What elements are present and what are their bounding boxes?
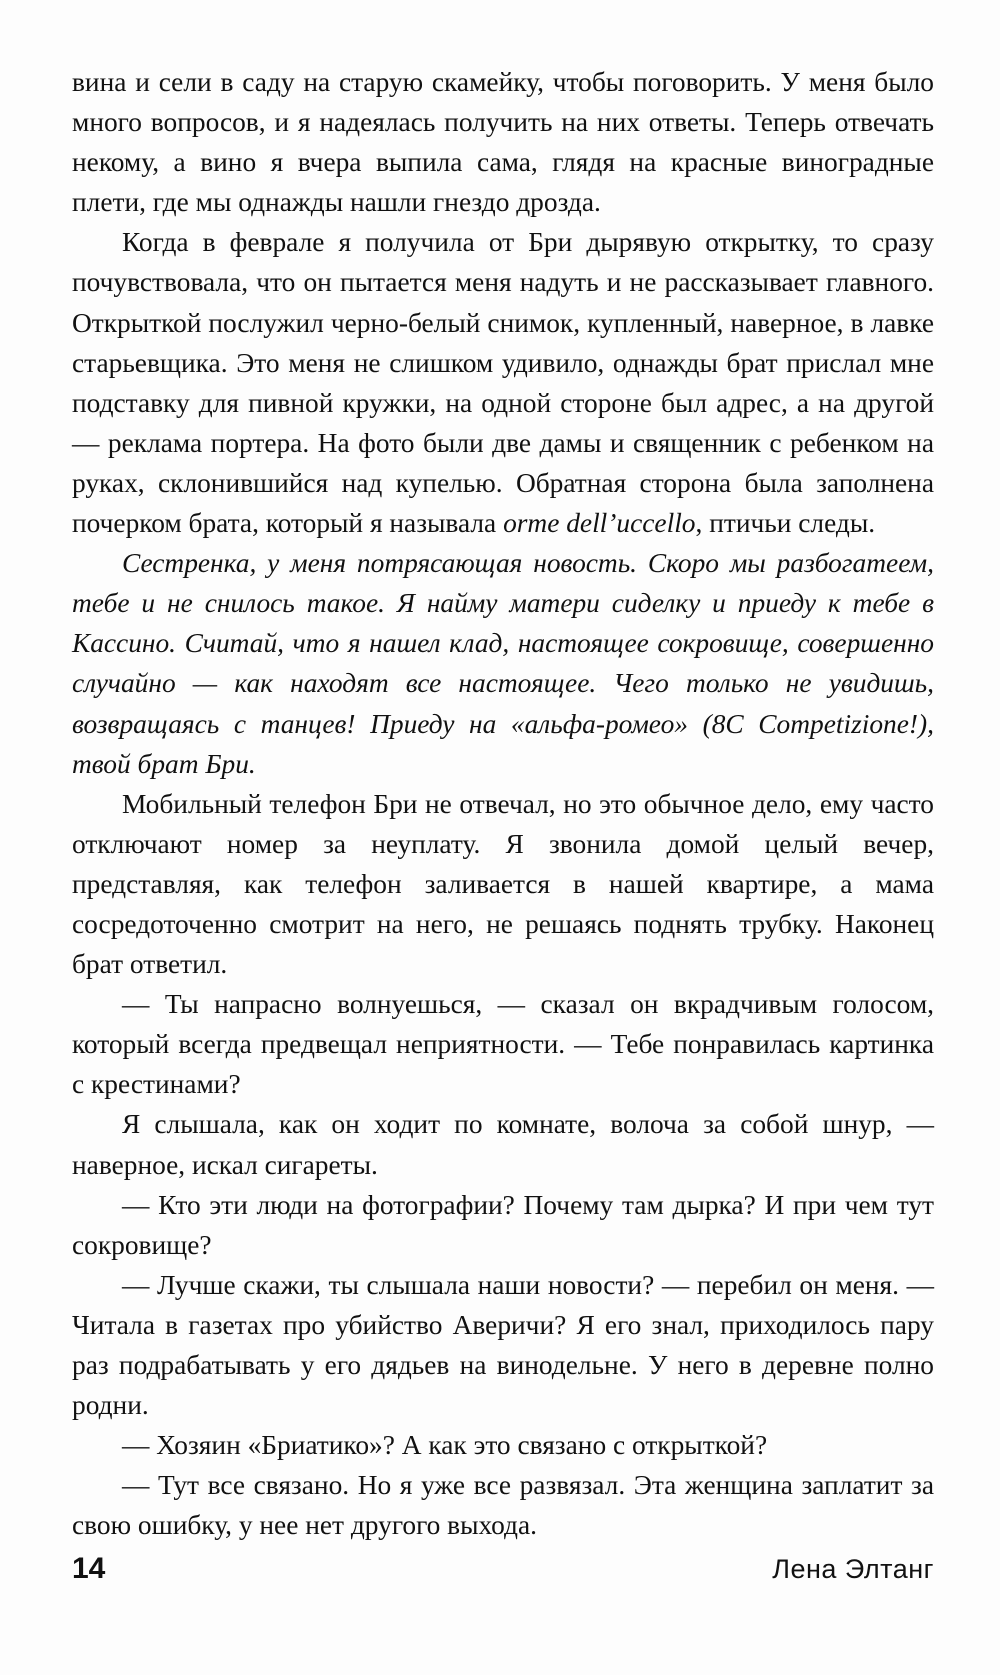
paragraph-2-text: Когда в феврале я получила от Бри дырявую открытку, то сразу почувствовала, что он пытается меня надуть и не рассказывает главного. Открыткой послужил черно-белый снимок, купленный, наверное, в лавке старьевщика. Это меня не слишком удивило, однажды брат прислал мне подставку для пивной кружки, на одной стороне был адрес, а на другой — реклама портера. На фото были две дамы и священник с ребенком на руках, склонившийся над купелью. Обратная сторона была заполнена почерком брата, который я называла bbox=[72, 227, 934, 539]
dialogue-3: — Лучше скажи, ты слышала наши новости? — перебил он меня. — Читала в газетах про убийство Аверичи? Я его знал, приходилось пару раз подрабатывать у его дядьев на винодельне. У него в деревне полно родни. bbox=[72, 1269, 934, 1421]
page-number: 14 bbox=[72, 1552, 106, 1585]
italian-phrase: orme dell’uccello bbox=[503, 508, 696, 539]
dialogue-4: — Хозяин «Бриатико»? А как это связано с открыткой? bbox=[122, 1430, 768, 1461]
paragraph-4: Мобильный телефон Бри не отвечал, но это обычное дело, ему часто отключают номер за неуплату. Я звонила домой целый вечер, представляя, как телефон заливается в нашей квартире, а мама сосредоточенно смотрит на него, не решаясь поднять трубку. Наконец брат ответил. bbox=[72, 788, 934, 980]
dialogue-2: — Кто эти люди на фотографии? Почему там дырка? И при чем тут сокровище? bbox=[72, 1189, 934, 1260]
paragraph-2 bbox=[72, 222, 934, 543]
paragraph-1: вина и сели в саду на старую скамейку, чтобы поговорить. У меня было много вопросов, и я надеялась получить на них ответы. Теперь отвечать некому, а вино я вчера выпила сама, глядя на красные виноградные плети, где мы однажды нашли гнездо дрозда. bbox=[72, 67, 934, 218]
body-text bbox=[72, 62, 934, 1545]
paragraph-2-end: , птичьи следы. bbox=[695, 508, 876, 539]
postcard-letter: Сестренка, у меня потрясающая новость. Скоро мы разбогатеем, тебе и не снилось такое. Я найму матери сиделку и приеду к тебе в Кассино. Считай, что я нашел клад, настоящее сокровище, совершенно случайно — как находят все настоящее. Чего только не увидишь, возвращаясь с танцев! Приеду на «альфа-ромео» (8C Competizione!), твой брат Бри. bbox=[72, 548, 934, 779]
page-footer bbox=[72, 1552, 934, 1592]
dialogue-5: — Тут все связано. Но я уже все развязал. Эта женщина заплатит за свою ошибку, у нее нет другого выхода. bbox=[72, 1470, 934, 1541]
dialogue-1: — Ты напрасно волнуешься, — сказал он вкрадчивым голосом, который всегда предвещал неприятности. — Тебе понравилась картинка с крестинами? bbox=[72, 989, 934, 1100]
author-name: Лена Элтанг bbox=[772, 1554, 934, 1584]
paragraph-6: Я слышала, как он ходит по комнате, волоча за собой шнур, — наверное, искал сигареты. bbox=[72, 1109, 934, 1180]
